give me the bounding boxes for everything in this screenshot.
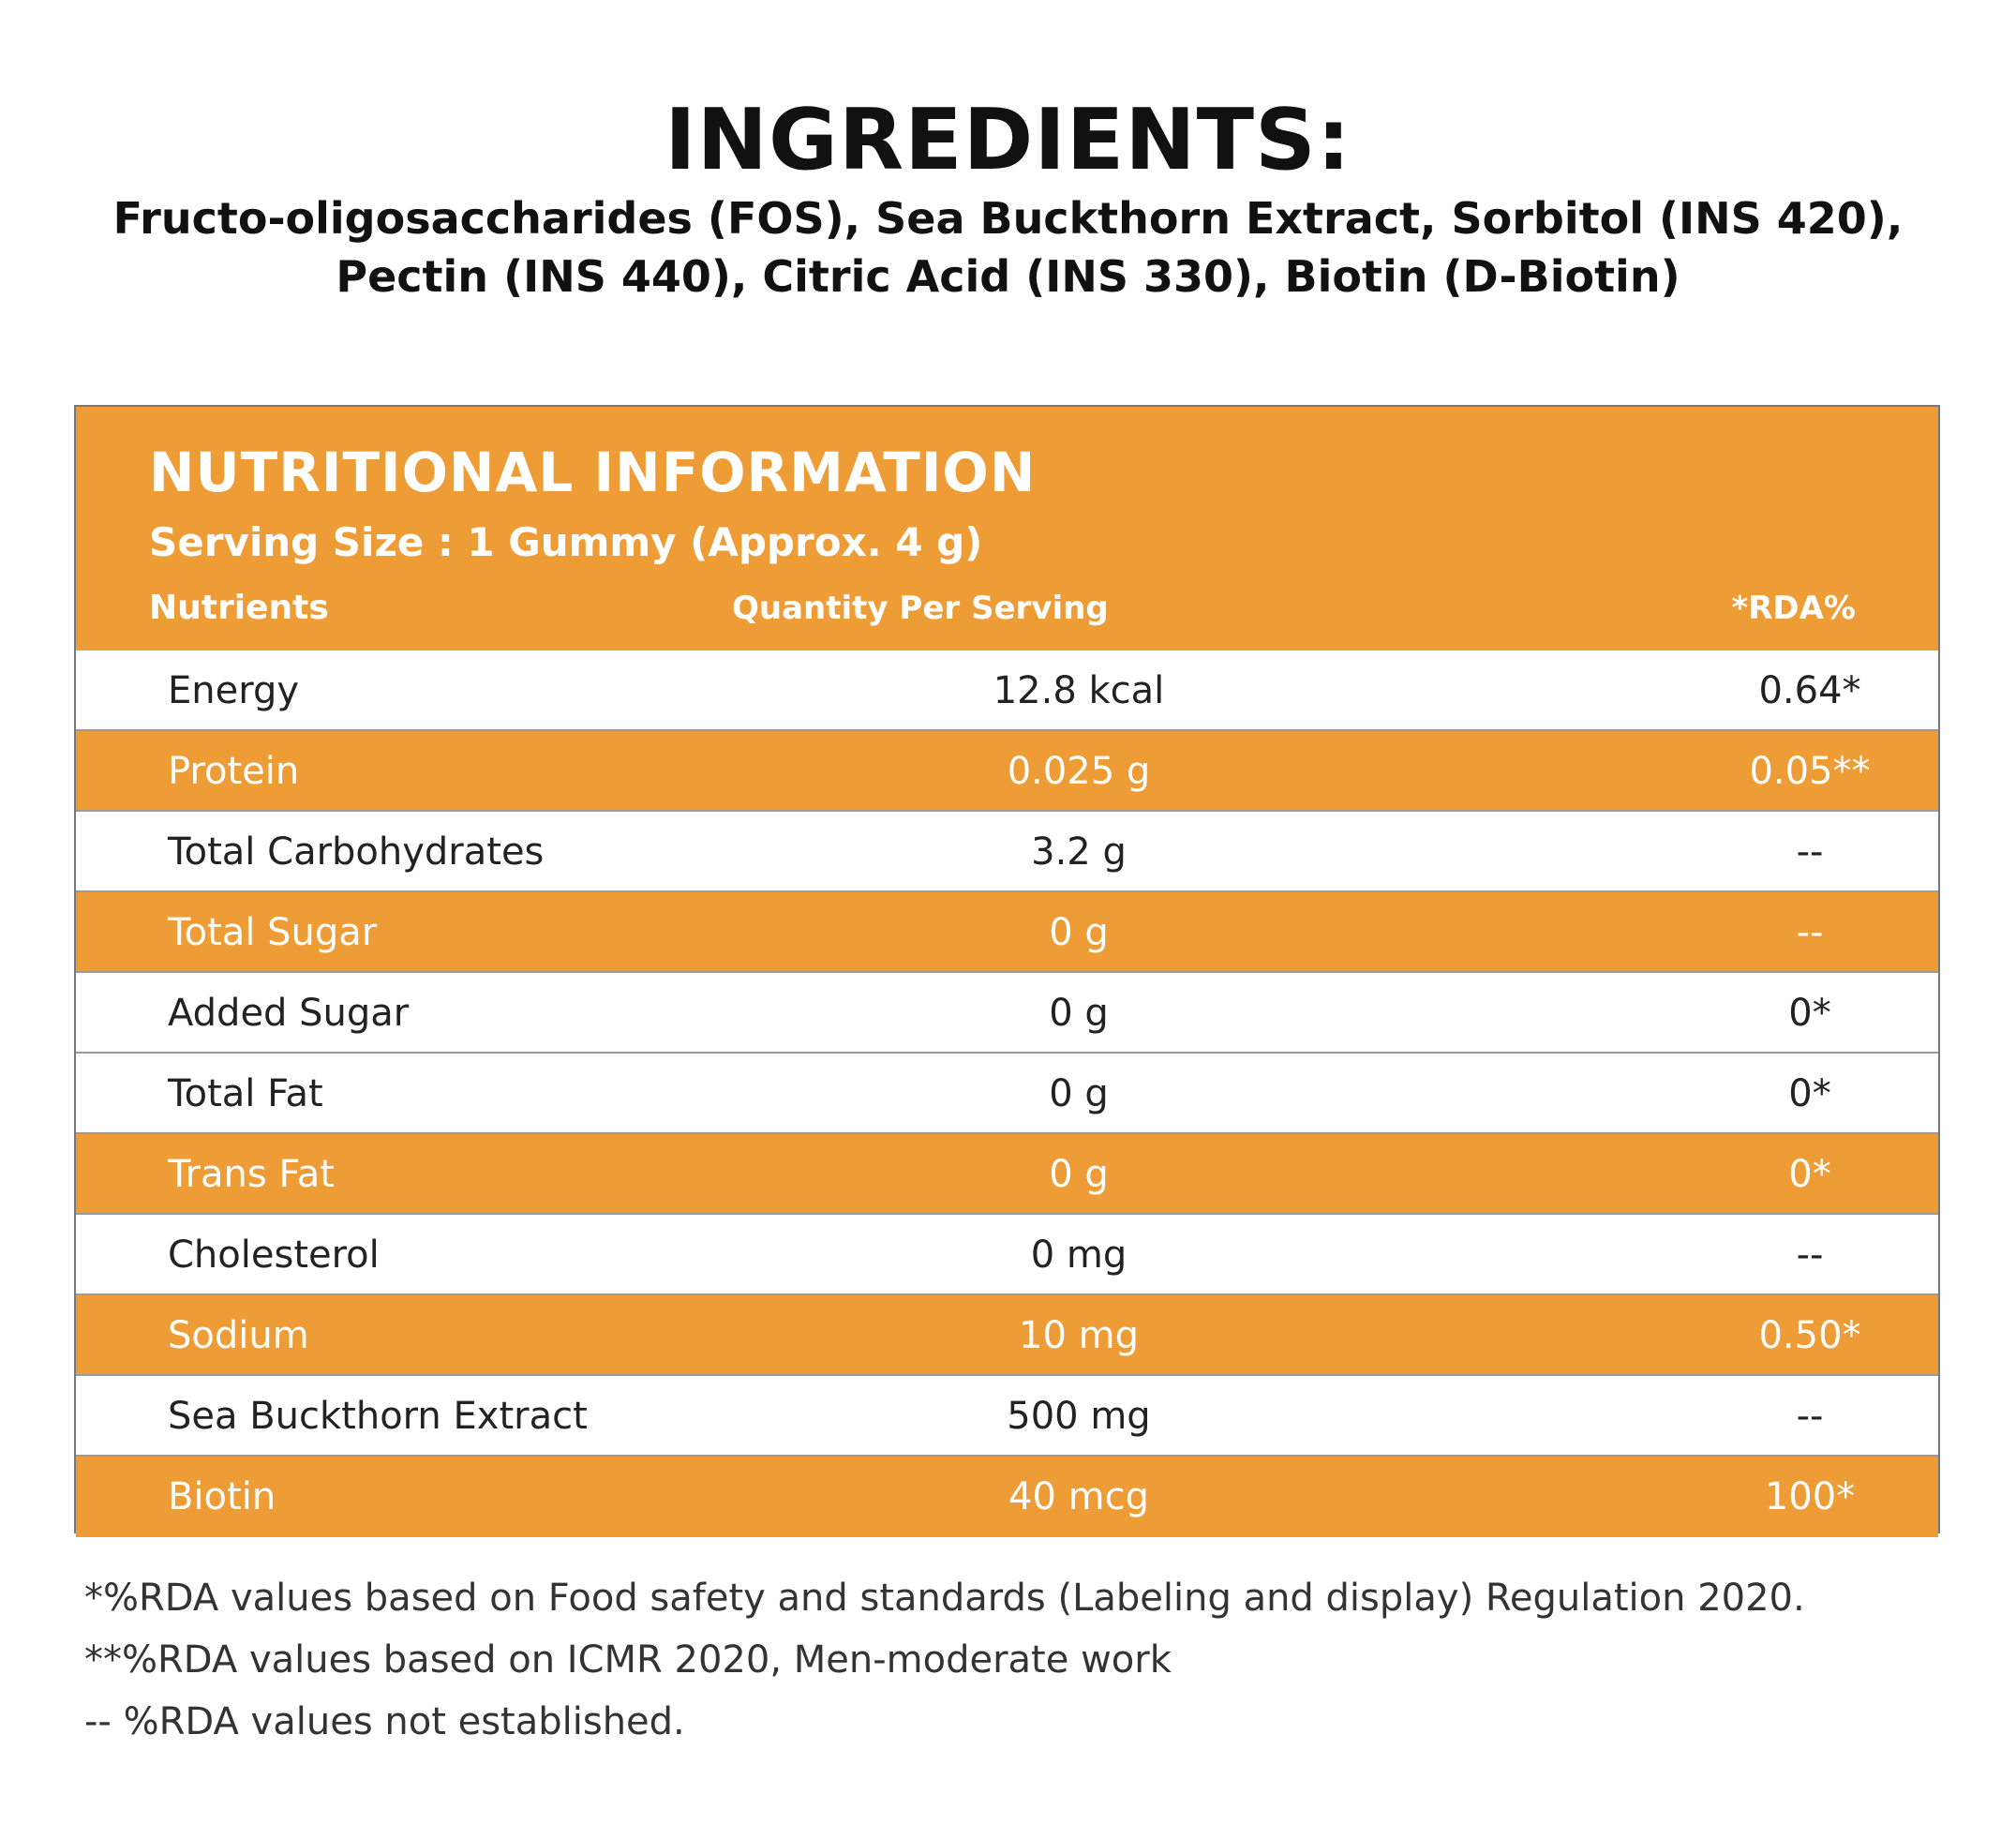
nutrient-quantity: 3.2 g	[1031, 830, 1127, 874]
nutrient-name: Cholesterol	[168, 1233, 380, 1277]
nutrient-quantity: 10 mg	[1019, 1314, 1139, 1357]
nutrient-name: Sea Buckthorn Extract	[168, 1395, 588, 1438]
table-row	[76, 1457, 1938, 1537]
nutrient-name: Protein	[168, 750, 300, 793]
table-row	[76, 650, 1938, 731]
nutrient-rda: --	[1796, 1395, 1824, 1438]
nutrient-quantity: 0 g	[1049, 992, 1109, 1035]
nutrient-quantity: 0 g	[1049, 1072, 1109, 1115]
table-row	[76, 812, 1938, 892]
nutrient-rda: --	[1796, 1233, 1824, 1277]
nutrient-name: Added Sugar	[168, 992, 410, 1035]
nutrient-rda: 0.64*	[1758, 669, 1861, 712]
nutrient-rda: 0*	[1788, 1153, 1831, 1196]
nutrient-rda: 0.50*	[1758, 1314, 1861, 1357]
nutrient-rda: --	[1796, 830, 1824, 874]
table-row	[76, 731, 1938, 812]
footnotes	[84, 1567, 1996, 1753]
nutrient-quantity: 0 g	[1049, 1153, 1109, 1196]
nutrient-name: Total Carbohydrates	[168, 830, 545, 874]
ingredients-list	[112, 189, 1904, 306]
table-row	[76, 1134, 1938, 1215]
footnote-rda-icmr: **%RDA values based on ICMR 2020, Men-moderate work	[84, 1638, 1172, 1682]
nutrient-rda: 100*	[1764, 1475, 1856, 1518]
table-row	[76, 1054, 1938, 1134]
column-header-rda: *RDA%	[1731, 590, 1856, 627]
nutrient-quantity: 12.8 kcal	[993, 669, 1165, 712]
nutrient-quantity: 0 g	[1049, 911, 1109, 954]
nutrient-quantity: 40 mcg	[1008, 1475, 1149, 1518]
table-row	[76, 1376, 1938, 1457]
ingredients-title: INGREDIENTS:	[665, 91, 1351, 189]
nutrient-quantity: 0.025 g	[1007, 750, 1151, 793]
nutrient-rda: 0*	[1788, 1072, 1831, 1115]
table-row	[76, 1215, 1938, 1295]
nutrient-name: Energy	[168, 669, 300, 712]
nutrition-header	[76, 407, 1938, 650]
column-header-quantity: Quantity Per Serving	[732, 590, 1109, 627]
nutrient-name: Trans Fat	[168, 1153, 335, 1196]
nutrient-name: Biotin	[168, 1475, 276, 1518]
nutrient-quantity: 500 mg	[1007, 1395, 1151, 1438]
ingredients-line-2: Pectin (INS 440), Citric Acid (INS 330), Biotin (D-Biotin)	[336, 251, 1680, 302]
nutrition-panel	[74, 405, 1940, 1533]
nutrient-rda: 0*	[1788, 992, 1831, 1035]
nutrition-table-body	[76, 650, 1938, 1537]
nutrient-name: Total Sugar	[168, 911, 378, 954]
nutrient-rda: --	[1796, 911, 1824, 954]
ingredients-line-1: Fructo-oligosaccharides (FOS), Sea Buckthorn Extract, Sorbitol (INS 420),	[112, 193, 1904, 244]
nutrition-title: NUTRITIONAL INFORMATION	[149, 441, 1037, 504]
table-row	[76, 1295, 1938, 1376]
nutrient-rda: 0.05**	[1749, 750, 1871, 793]
column-header-nutrients: Nutrients	[149, 589, 329, 627]
serving-size: Serving Size : 1 Gummy (Approx. 4 g)	[149, 519, 983, 565]
nutrient-name: Sodium	[168, 1314, 309, 1357]
footnote-rda-not-established: -- %RDA values not established.	[84, 1700, 685, 1743]
table-row	[76, 892, 1938, 973]
nutrient-name: Total Fat	[168, 1072, 323, 1115]
footnote-rda-fssai: *%RDA values based on Food safety and standards (Labeling and display) Regulation 2020.	[84, 1577, 1805, 1620]
nutrient-quantity: 0 mg	[1030, 1233, 1127, 1277]
table-row	[76, 973, 1938, 1054]
